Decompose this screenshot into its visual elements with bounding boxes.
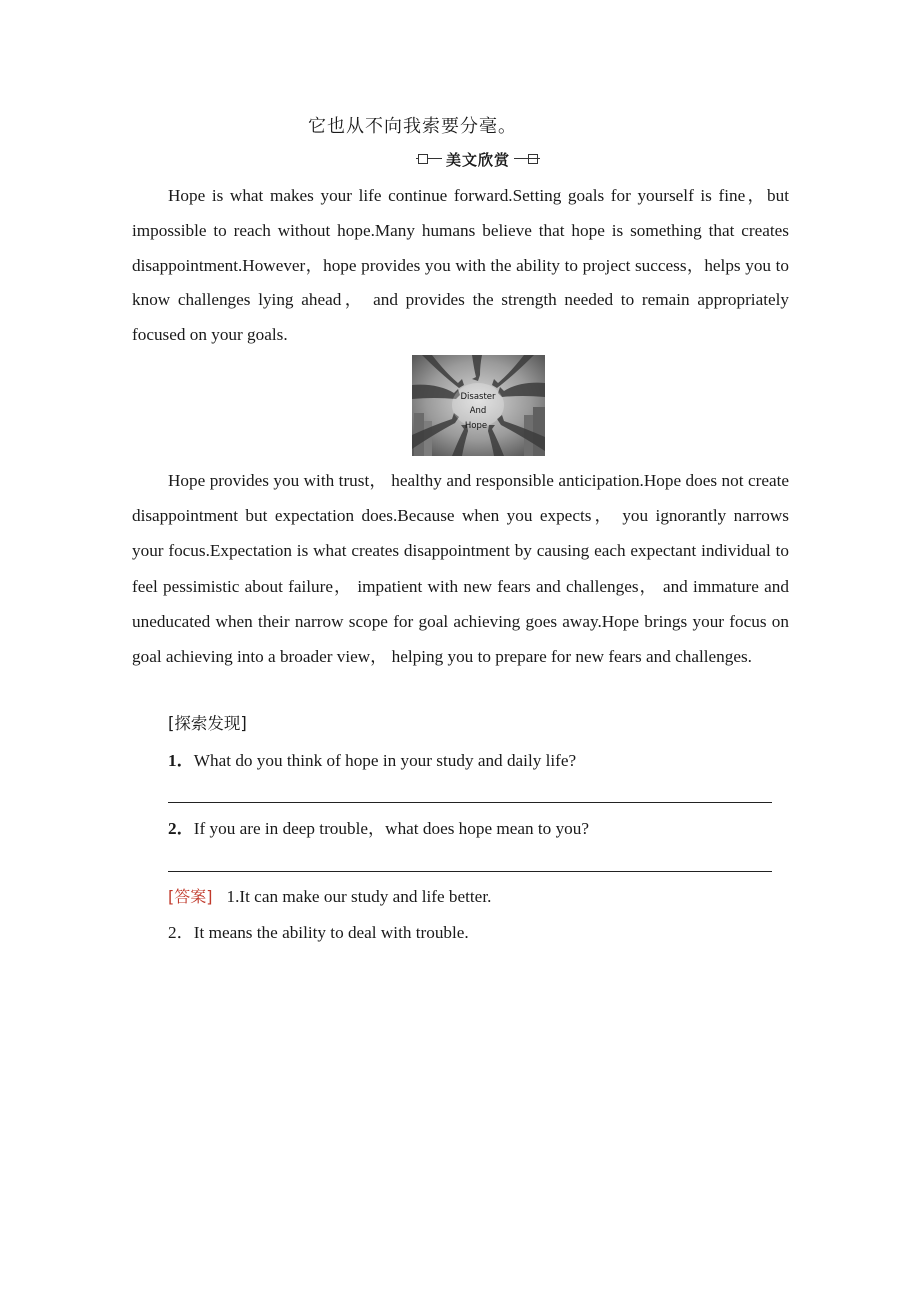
- question-1: [168, 749, 576, 773]
- answer-blank-2[interactable]: [168, 871, 772, 872]
- hands-illustration: [412, 355, 545, 456]
- paragraph-1: Hope is what makes your life continue forward.Setting goals for yourself is fine，but impossible to reach without hope.Many humans believe that hope is something that creates disappointment.However，hope provides you with the ability to project success，helps you to know challenges lying ahead， and provides the strength needed to remain appropriately focused on your goals.: [132, 186, 789, 345]
- question-2-text: If you are in deep trouble，what does hope mean to you?: [193, 819, 589, 838]
- banner-right-box: [528, 154, 538, 164]
- figure-text-line1: Disaster: [460, 392, 496, 402]
- answer-1: [168, 885, 491, 909]
- disaster-and-hope-image: [412, 355, 545, 456]
- question-1-text: What do you think of hope in your study and daily life?: [193, 751, 577, 770]
- answer-1-text: 1.It can make our study and life better.: [226, 887, 492, 906]
- figure-text-line2: And: [469, 406, 487, 416]
- top-line-text: 它也从不向我索要分毫。: [308, 116, 517, 137]
- paragraph-2: Hope provides you with trust， healthy and responsible anticipation.Hope does not create disappointment but expectation does.Because when you expects， you ignorantly narrows your focus.Expectation is what creates disappointment by causing each expectant individual to feel pessimistic about failure， impatient with new fears and challenges， and immature and uneducated when their narrow scope for goal achieving goes away.Hope brings your focus on goal achieving into a broader view， helping you to prepare for new fears and challenges.: [132, 471, 789, 667]
- answer-label: [答案]: [168, 887, 213, 906]
- question-2-number: 2．: [168, 819, 194, 838]
- answer-blank-1[interactable]: [168, 802, 772, 803]
- banner-left-box: [418, 154, 428, 164]
- question-2: [168, 817, 589, 841]
- banner-right-rule: [514, 158, 540, 159]
- question-1-number: 1．: [168, 751, 194, 770]
- section-title: 美文欣赏: [442, 149, 514, 170]
- answer-2: 2．It means the ability to deal with trouble.: [168, 923, 469, 942]
- explore-label: [探索发现]: [168, 714, 247, 733]
- figure-text-line3: Hope: [464, 421, 488, 431]
- section-banner: [416, 147, 540, 171]
